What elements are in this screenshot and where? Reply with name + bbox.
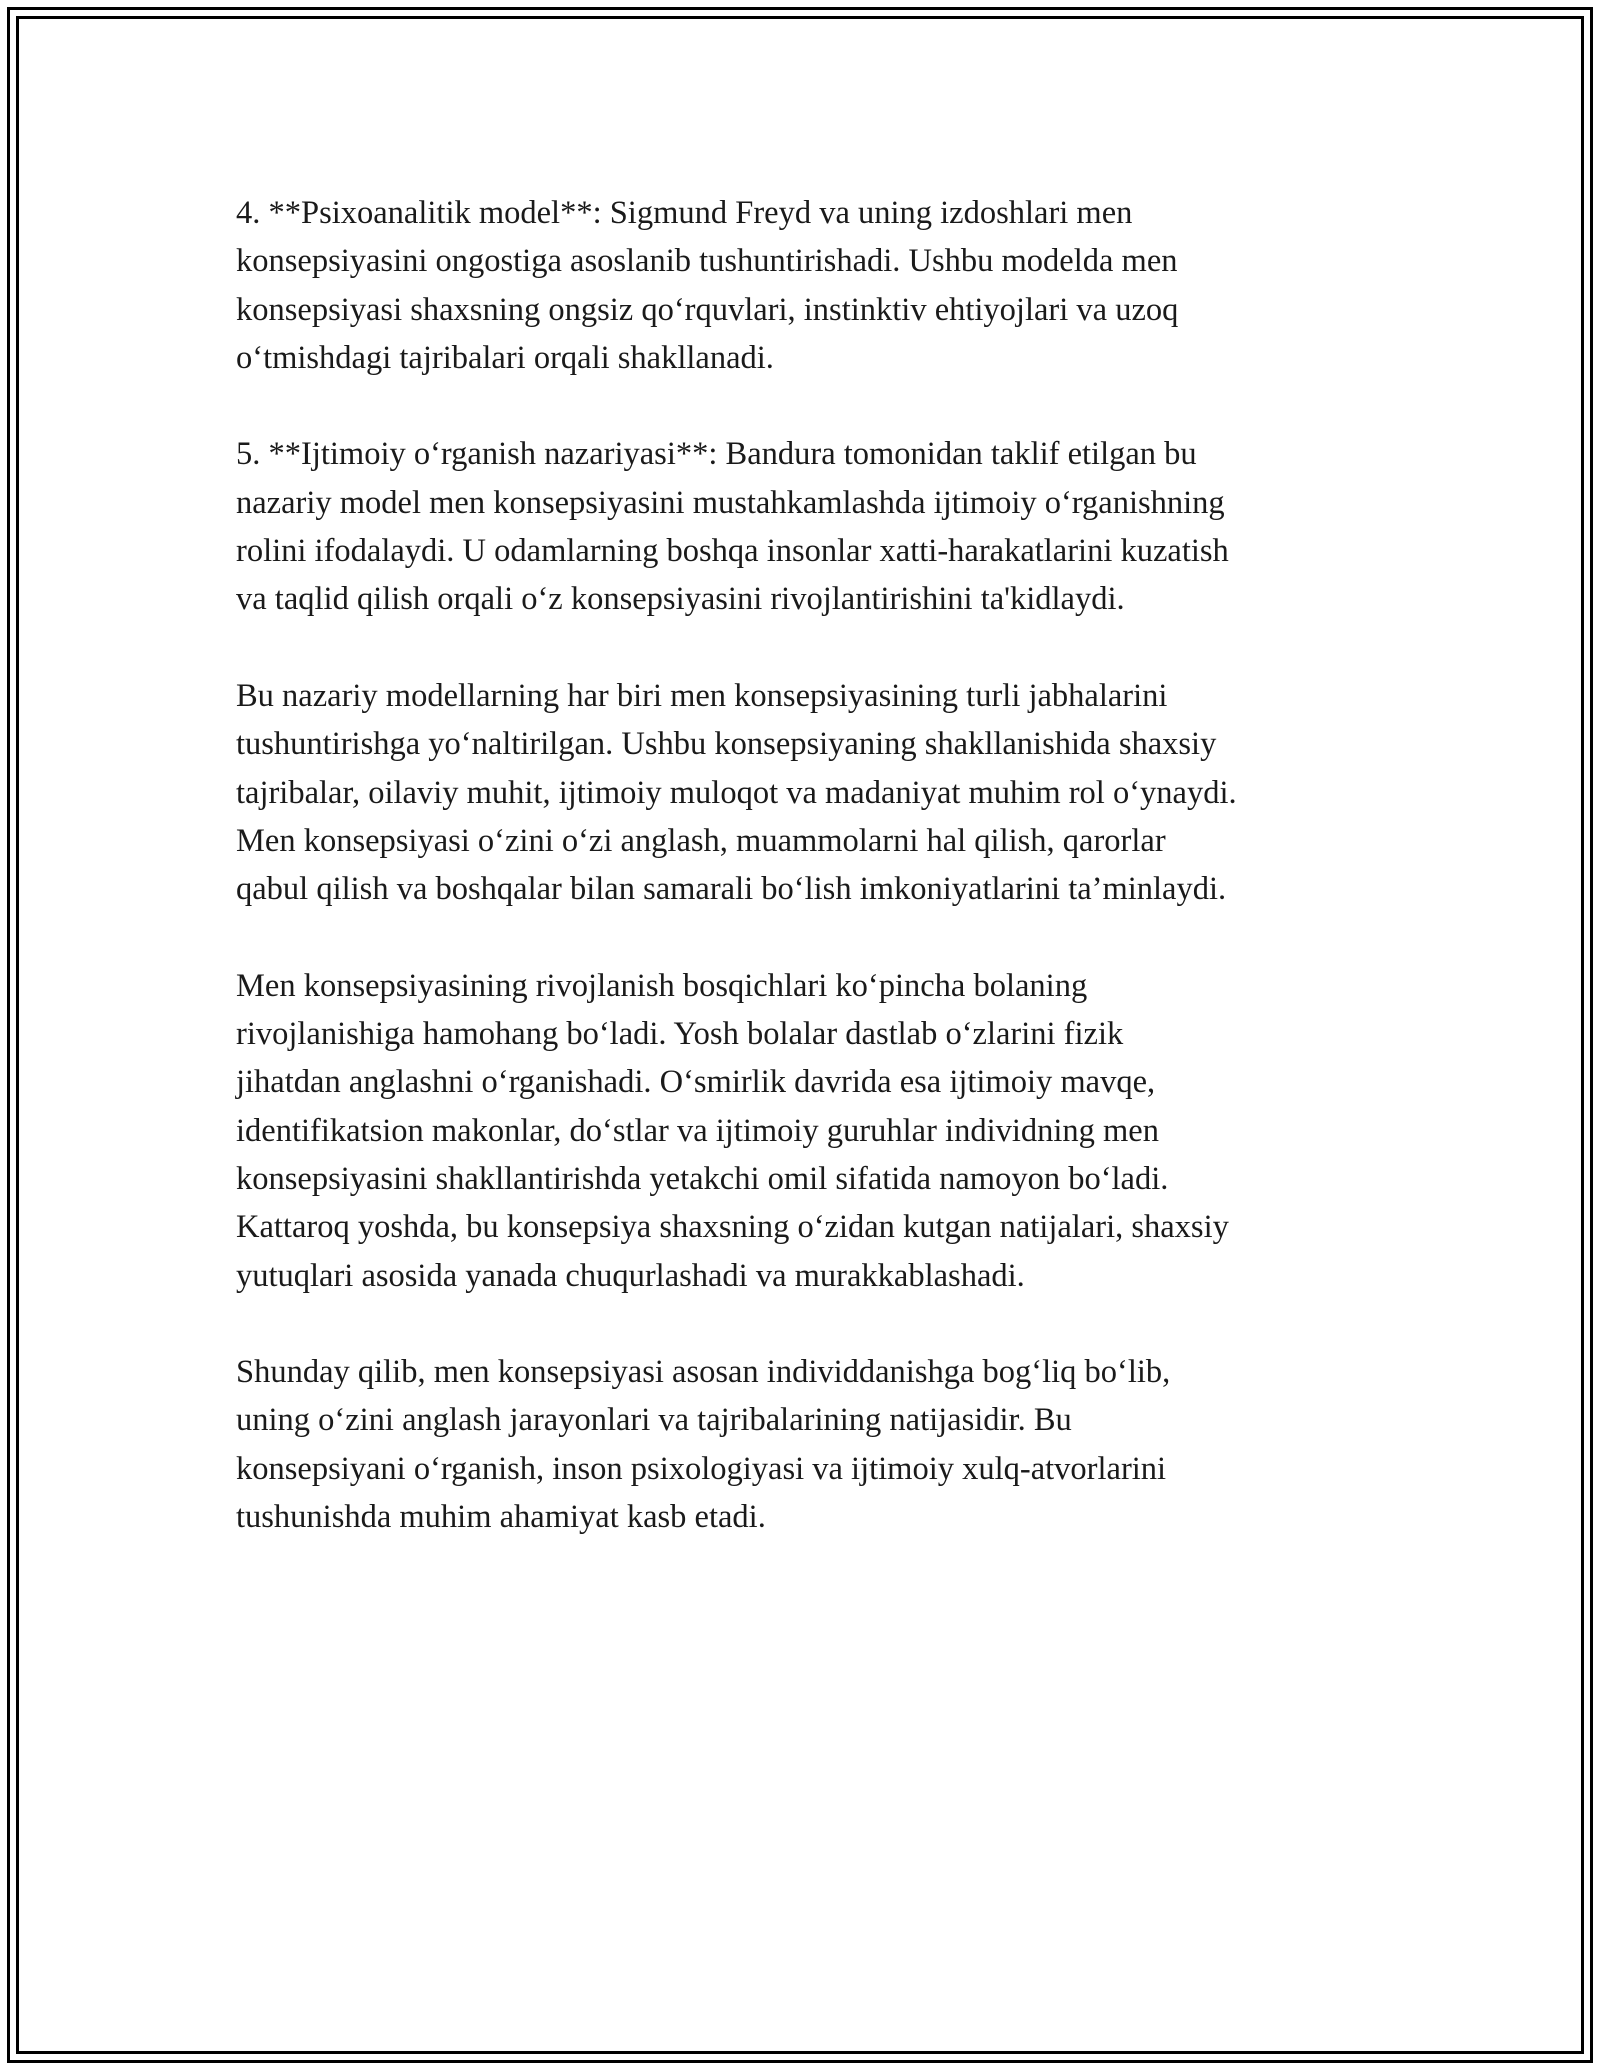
text-line: Men konsepsiyasi o‘zini o‘zi anglash, muammolarni hal qilish, qarorlar [236, 822, 1166, 859]
text-line: rivojlanishiga hamohang bo‘ladi. Yosh bolalar dastlab o‘zlarini fizik [236, 1016, 1124, 1053]
text-line: Kattaroq yoshda, bu konsepsiya shaxsning o‘zidan kutgan natijalari, shaxsiy [236, 1209, 1229, 1246]
text-line: va taqlid qilish orqali o‘z konsepsiyasini rivojlantirishini ta'kidlaydi. [236, 581, 1125, 618]
paragraph-development-stages [236, 962, 1386, 1300]
text-line: uning o‘zini anglash jarayonlari va tajribalarining natijasidir. Bu [236, 1402, 1072, 1439]
text-line: konsepsiyasi shaxsning ongsiz qo‘rquvlari, instinktiv ehtiyojlari va uzoq [236, 291, 1179, 328]
text-line: Men konsepsiyasining rivojlanish bosqichlari ko‘pincha bolaning [236, 967, 1088, 1004]
text-line: 4. **Psixoanalitik model**: Sigmund Freyd va uning izdoshlari men [236, 195, 1133, 231]
text-line: 5. **Ijtimoiy o‘rganish nazariyasi**: Bandura tomonidan taklif etilgan bu [236, 436, 1197, 473]
paragraph-models-summary [236, 672, 1386, 913]
paragraph-social-learning-theory [236, 430, 1386, 623]
text-line: konsepsiyasini shakllantirishda yetakchi omil sifatida namoyon bo‘ladi. [236, 1160, 1169, 1197]
text-line: nazariy model men konsepsiyasini mustahkamlashda ijtimoiy o‘rganishning [236, 484, 1225, 521]
text-line: konsepsiyani o‘rganish, inson psixologiyasi va ijtimoiy xulq-atvorlarini [236, 1450, 1167, 1487]
text-line: identifikatsion makonlar, do‘stlar va ijtimoiy guruhlar individning men [236, 1112, 1159, 1149]
text-line: rolini ifodalaydi. U odamlarning boshqa insonlar xatti-harakatlarini kuzatish [236, 533, 1229, 570]
text-line: yutuqlari asosida yanada chuqurlashadi va murakkablashadi. [236, 1257, 1025, 1294]
paragraph-psychoanalytic-model [236, 189, 1386, 382]
text-line: konsepsiyasini ongostiga asoslanib tushuntirishadi. Ushbu modelda men [236, 243, 1178, 280]
document-body [236, 189, 1386, 1590]
text-line: tushuntirishga yo‘naltirilgan. Ushbu konsepsiyaning shakllanishida shaxsiy [236, 726, 1217, 763]
text-line: Shunday qilib, men konsepsiyasi asosan individdanishga bog‘liq bo‘lib, [236, 1354, 1171, 1391]
text-line: o‘tmishdagi tajribalari orqali shakllanadi. [236, 339, 774, 376]
text-line: tajribalar, oilaviy muhit, ijtimoiy muloqot va madaniyat muhim rol o‘ynaydi. [236, 774, 1237, 811]
paragraph-conclusion [236, 1348, 1386, 1541]
text-line: tushunishda muhim ahamiyat kasb etadi. [236, 1499, 766, 1536]
text-line: jihatdan anglashni o‘rganishadi. O‘smirlik davrida esa ijtimoiy mavqe, [236, 1064, 1156, 1101]
text-line: Bu nazariy modellarning har biri men konsepsiyasining turli jabhalarini [236, 677, 1168, 714]
text-line: qabul qilish va boshqalar bilan samarali bo‘lish imkoniyatlarini ta’minlaydi. [236, 871, 1227, 908]
